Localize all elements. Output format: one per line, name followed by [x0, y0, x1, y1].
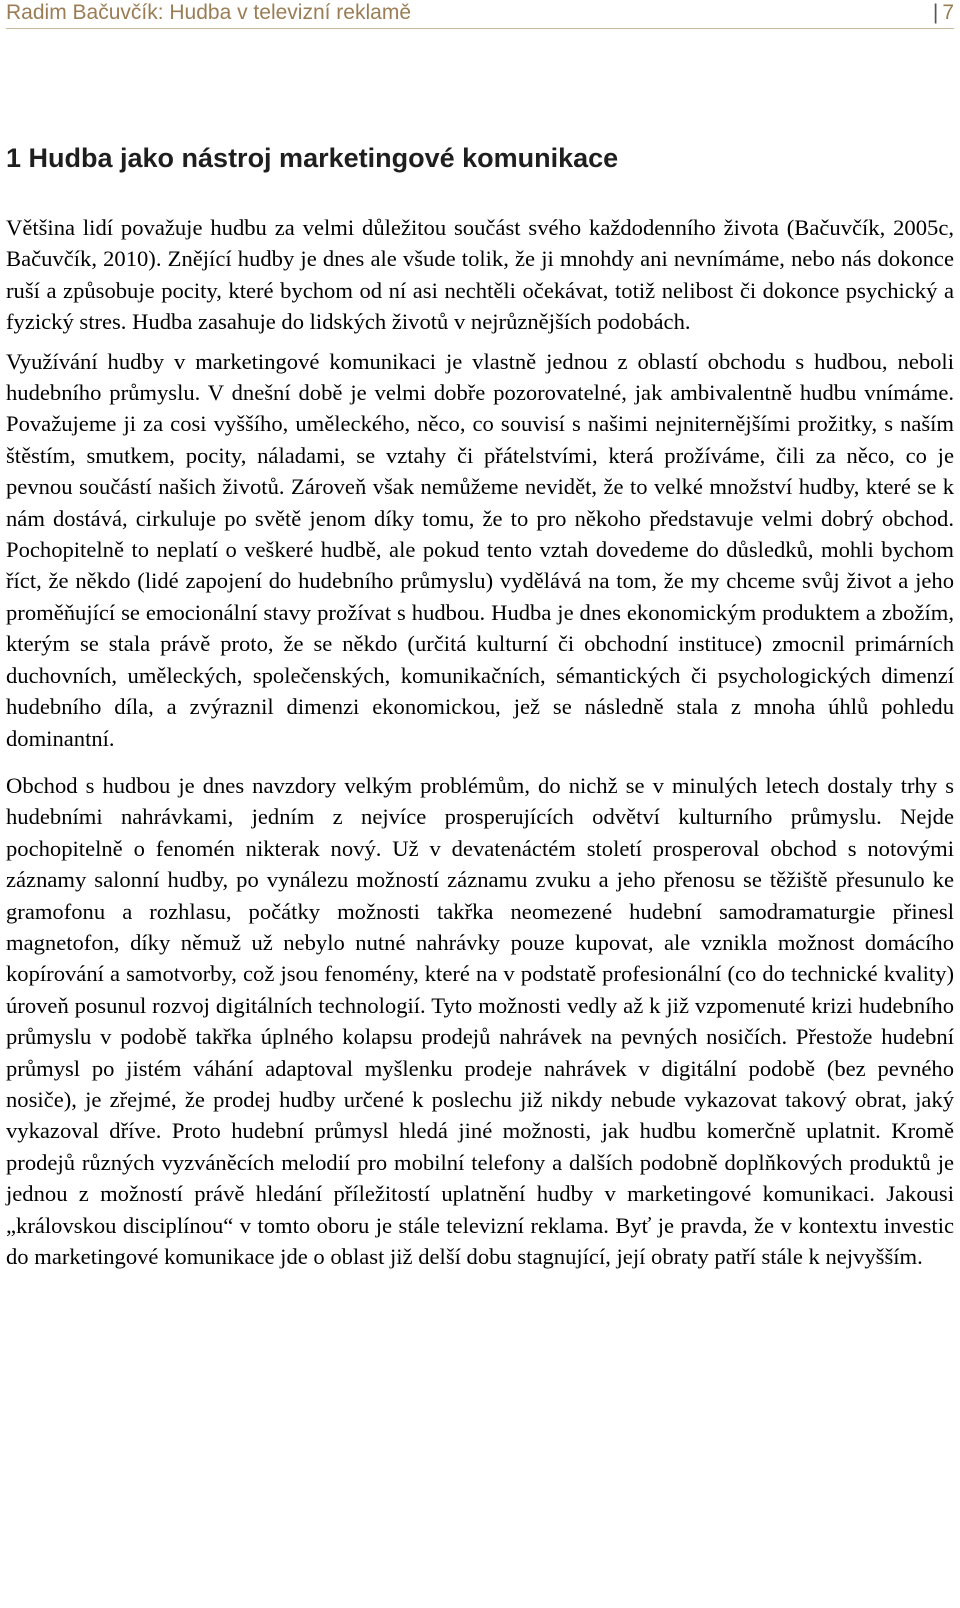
paragraph-3: Obchod s hudbou je dnes navzdory velkým problémům, do nichž se v minulých letech dostaly trhy s hudebními nahrávkami, jedním z nejvíce prosperujících odvětví kulturního průmyslu. Nejde pochopitelně o fenomén nikterak nový. Už v devatenáctém století prosperoval obchod s notovými záznamy salonní hudby, po vynálezu možností záznamu zvuku a jeho přenosu se těžiště přesunulo ke gramofonu a rozhlasu, počátky možnosti takřka neomezené hudební samodramaturgie přinesl magnetofon, díky němuž už nebylo nutné nahrávky pouze kupovat, ale vznikla možnost domácího kopírování a samotvorby, což jsou fenomény, které na v podstatě profesionální (co do technické kvality) úroveň posunul rozvoj digitálních technologií. Tyto možnosti vedly až k již vzpomenuté krizi hudebního průmyslu v podobě takřka úplného kolapsu prodejů nahrávek na pevných nosičích. Přestože hudební průmysl po jistém váhání adaptoval myšlenku prodeje nahrávek v digitální podobě (bez pevného nosiče), je zřejmé, že prodej hudby určené k poslechu již nikdy nebude vykazovat takový obrat, jaký vykazoval dříve. Proto hudební průmysl hledá jiné možnosti, jak hudbu komerčně uplatnit. Kromě prodejů různých vyzváněcích melodií pro mobilní telefony a dalších podobně doplňkových produktů je jednou z možností právě hledání příležitostí uplatnění hudby v marketingové komunikaci. Jakousi „královskou disciplínou“ v tomto oboru je stále televizní reklama. Byť je pravda, že v kontextu investic do marketingové komunikace jde o oblast již delší dobu stagnující, její obraty patří stále k nejvyšším.: [6, 772, 954, 1269]
paragraph-1: Většina lidí považuje hudbu za velmi důležitou součást svého každodenního života (Bačuvčík, 2005c, Bačuvčík, 2010). Znějící hudby je dnes ale všude tolik, že ji mnohdy ani nevnímáme, nebo nás dokonce ruší a způsobuje pocity, které bychom od ní asi nechtěli očekávat, totiž nelibost či dokonce psychický a fyzický stres. Hudba zasahuje do lidských životů v nejrůznějších podobách.: [6, 215, 954, 335]
page-number-value: 7: [942, 1, 954, 24]
paragraph-2: Využívání hudby v marketingové komunikaci je vlastně jednou z oblastí obchodu s hudbou, neboli hudebního průmyslu. V dnešní době je velmi dobře pozorovatelné, jak ambivalentně hudbu vnímáme. Považujeme ji za cosi vyššího, uměleckého, něco, co souvisí s našimi nejniternějšími prožitky, s naším štěstím, smutkem, pocity, náladami, se vztahy či přátelstvími, která prožíváme, čili za něco, co je pevnou součástí našich životů. Zároveň však nemůžeme nevidět, že to velké množství hudby, které se k nám dostává, cirkuluje po světě jenom díky tomu, že to pro někoho představuje velmi dobrý obchod. Pochopitelně to neplatí o veškeré hudbě, ale pokud tento vztah dovedeme do důsledků, mohli bychom říct, že někdo (lidé zapojení do hudebního průmyslu) vydělává na tom, že my chceme svůj život a jeho proměňující se emocionální stavy prožívat s hudbou. Hudba je dnes ekonomickým produktem a zbožím, kterým se stala právě proto, že se někdo (určitá kulturní či obchodní instituce) zmocnil primárních duchovních, uměleckých, společenských, komunikačních, sémantických či psychologických dimenzí hudebního díla, a zvýraznil dimenzi ekonomickou, jež se následně stala z mnoha úhlů pohledu dominantní.: [6, 348, 954, 751]
header-rule: [6, 28, 954, 29]
running-header: [6, 0, 954, 28]
section-title: 1 Hudba jako nástroj marketingové komunikace: [6, 143, 619, 173]
page-number-bar: |: [932, 1, 939, 24]
running-title: Radim Bačuvčík: Hudba v televizní reklamě: [6, 1, 411, 24]
body-text: [6, 212, 954, 1280]
page-number: [927, 0, 954, 26]
